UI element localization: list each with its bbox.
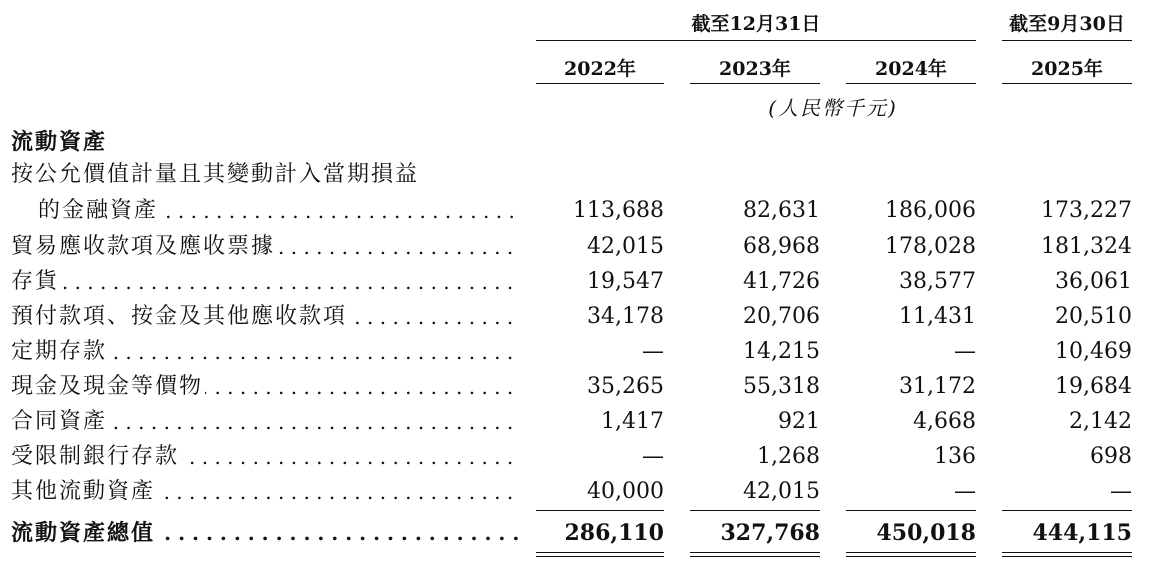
row-label-text: 的金融資產 (38, 198, 159, 223)
year-header-2022: 2022年 (564, 58, 636, 80)
row-label-text: 存貨 (11, 269, 60, 294)
row-label-text: 定期存款 (11, 339, 108, 364)
table-row (0, 442, 1155, 472)
row-label-text: 貿易應收款項及應收票據 (11, 234, 276, 259)
row-label-text: 現金及現金等價物 (11, 374, 204, 399)
total-label-text: 流動資產總值 (11, 520, 156, 546)
total-bottom-rule (536, 552, 664, 553)
total-top-rule (536, 510, 664, 511)
cell-2022: 19,547 (587, 269, 664, 294)
cell-2023: 41,726 (743, 269, 820, 294)
total-bottom-rule (536, 556, 664, 557)
total-label (11, 518, 521, 548)
row-label (38, 196, 521, 226)
year-header-rule (536, 83, 664, 84)
cell-2023: 42,015 (743, 479, 820, 504)
row-label (11, 442, 521, 472)
row-label (11, 337, 521, 367)
table-row (0, 477, 1155, 507)
row-label (11, 372, 521, 402)
total-bottom-rule (1002, 556, 1132, 557)
row-label-text: 預付款項、按金及其他應收款項 (11, 304, 348, 329)
total-bottom-rule (846, 552, 976, 553)
row-label-text: 合同資產 (11, 409, 108, 434)
year-header-2024: 2024年 (875, 58, 947, 80)
total-2022: 286,110 (564, 520, 664, 546)
header-group-sep30: 截至9月30日 (1009, 13, 1125, 35)
table-row (0, 372, 1155, 402)
year-header-rule (690, 83, 820, 84)
row-label-text: 受限制銀行存款 (11, 444, 180, 469)
table-row (0, 232, 1155, 262)
table-row (0, 407, 1155, 437)
total-bottom-rule (690, 556, 820, 557)
total-top-rule (846, 510, 976, 511)
cell-2024: 136 (934, 444, 976, 469)
cell-2025: — (1110, 479, 1132, 504)
year-header-rule (1002, 83, 1132, 84)
row-label (11, 160, 521, 190)
unit-label: (人民幣千元) (768, 96, 898, 120)
cell-2025: 19,684 (1055, 374, 1132, 399)
year-header-rule (846, 83, 976, 84)
cell-2023: 921 (778, 409, 820, 434)
cell-2023: 1,268 (757, 444, 820, 469)
header-group-rule (1002, 40, 1132, 41)
cell-2022: 1,417 (601, 409, 664, 434)
cell-2022: 35,265 (587, 374, 664, 399)
cell-2022: 113,688 (573, 198, 664, 223)
total-bottom-rule (846, 556, 976, 557)
cell-2024: — (954, 479, 976, 504)
header-group-dec31: 截至12月31日 (691, 13, 821, 35)
total-top-rule (690, 510, 820, 511)
row-label (11, 267, 521, 297)
cell-2025: 181,324 (1041, 234, 1132, 259)
cell-2022: 42,015 (587, 234, 664, 259)
cell-2022: 34,178 (587, 304, 664, 329)
cell-2025: 173,227 (1041, 198, 1132, 223)
total-row (0, 518, 1155, 548)
total-top-rule (1002, 510, 1132, 511)
cell-2025: 20,510 (1055, 304, 1132, 329)
cell-2022: 40,000 (587, 479, 664, 504)
cell-2024: 178,028 (885, 234, 976, 259)
row-label (11, 302, 521, 332)
total-2024: 450,018 (876, 520, 976, 546)
total-2023: 327,768 (720, 520, 820, 546)
row-label-text: 按公允價值計量且其變動計入當期損益 (11, 162, 420, 187)
section-title: 流動資產 (11, 129, 108, 155)
cell-2023: 68,968 (743, 234, 820, 259)
table-row (0, 196, 1155, 226)
cell-2025: 2,142 (1069, 409, 1132, 434)
year-header-2025: 2025年 (1031, 58, 1103, 80)
cell-2022: — (642, 339, 664, 364)
header-group-rule (536, 40, 976, 41)
cell-2024: 31,172 (899, 374, 976, 399)
table-row (0, 160, 1155, 190)
row-label-text: 其他流動資產 (11, 479, 156, 504)
total-bottom-rule (690, 552, 820, 553)
cell-2024: 38,577 (899, 269, 976, 294)
cell-2025: 36,061 (1055, 269, 1132, 294)
year-header-2023: 2023年 (719, 58, 791, 80)
table-row (0, 267, 1155, 297)
table-row (0, 302, 1155, 332)
cell-2023: 55,318 (743, 374, 820, 399)
row-label (11, 477, 521, 507)
total-2025: 444,115 (1032, 520, 1132, 546)
cell-2024: — (954, 339, 976, 364)
row-label (11, 407, 521, 437)
total-bottom-rule (1002, 552, 1132, 553)
cell-2025: 10,469 (1055, 339, 1132, 364)
cell-2023: 82,631 (743, 198, 820, 223)
cell-2025: 698 (1090, 444, 1132, 469)
row-label (11, 232, 521, 262)
cell-2024: 11,431 (899, 304, 976, 329)
cell-2024: 4,668 (913, 409, 976, 434)
cell-2023: 20,706 (743, 304, 820, 329)
cell-2022: — (642, 444, 664, 469)
cell-2023: 14,215 (743, 339, 820, 364)
cell-2024: 186,006 (885, 198, 976, 223)
table-row (0, 337, 1155, 367)
